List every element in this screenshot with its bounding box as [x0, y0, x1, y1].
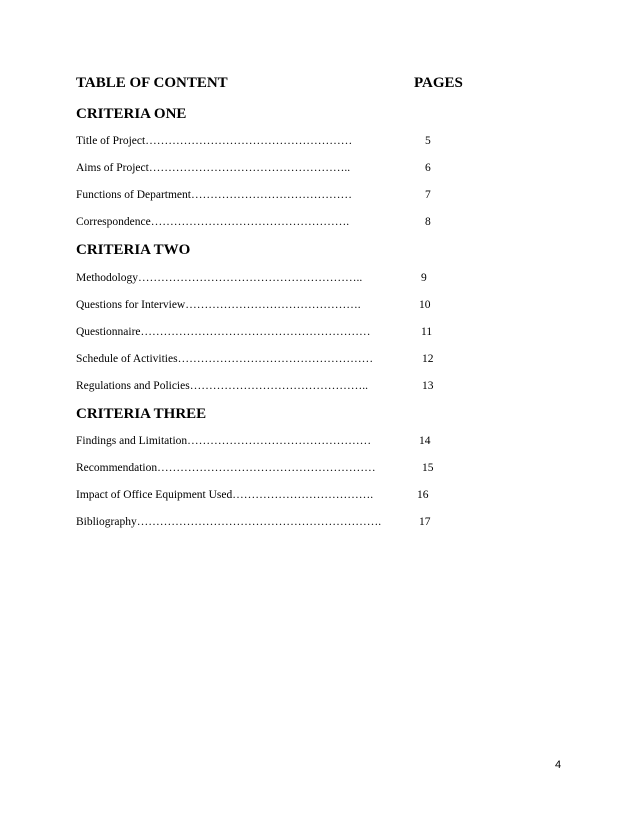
- toc-entry-text: Bibliography……………………………………………………….: [76, 516, 382, 528]
- toc-entry-page: 11: [421, 326, 433, 338]
- toc-entry-text: Impact of Office Equipment Used……………………………….: [76, 489, 374, 501]
- toc-entry-page: 16: [417, 489, 429, 501]
- toc-heading-row: [76, 75, 466, 95]
- toc-entry-page: 9: [421, 272, 427, 284]
- toc-entry-text: Regulations and Policies………………………………………..: [76, 380, 368, 392]
- toc-entry-text: Correspondence…………………………………………….: [76, 216, 350, 228]
- toc-entry-text: Questions for Interview……………………………………….: [76, 299, 361, 311]
- toc-entry-page: 13: [422, 380, 434, 392]
- toc-entry-page: 14: [419, 435, 431, 447]
- section-heading-criteria-two: CRITERIA TWO: [76, 242, 191, 258]
- toc-entry-text: Recommendation…………………………………………………: [76, 462, 376, 474]
- toc-entry-text: Schedule of Activities……………………………………………: [76, 353, 374, 365]
- section-heading-criteria-one: CRITERIA ONE: [76, 106, 187, 122]
- toc-entry-page: 8: [425, 216, 431, 228]
- toc-entry-page: 15: [422, 462, 434, 474]
- toc-entry-page: 6: [425, 162, 431, 174]
- toc-entry-page: 10: [419, 299, 431, 311]
- toc-entry-text: Aims of Project……………………………………………..: [76, 162, 351, 174]
- toc-title: TABLE OF CONTENT: [76, 75, 228, 91]
- page-number: 4: [555, 759, 562, 771]
- toc-entry-page: 17: [419, 516, 431, 528]
- toc-entry-text: Questionnaire……………………………………………………: [76, 326, 371, 338]
- toc-entry-text: Findings and Limitation…………………………………………: [76, 435, 372, 447]
- toc-entry-page: 5: [425, 135, 431, 147]
- toc-entry-page: 7: [425, 189, 431, 201]
- section-heading-criteria-three: CRITERIA THREE: [76, 406, 207, 422]
- toc-entry-text: Title of Project………………………………………………: [76, 135, 353, 147]
- toc-entry-text: Functions of Department……………………………………: [76, 189, 352, 201]
- toc-entry-text: Methodology…………………………………………………..: [76, 272, 363, 284]
- pages-heading: PAGES: [414, 75, 463, 91]
- toc-entry-page: 12: [422, 353, 434, 365]
